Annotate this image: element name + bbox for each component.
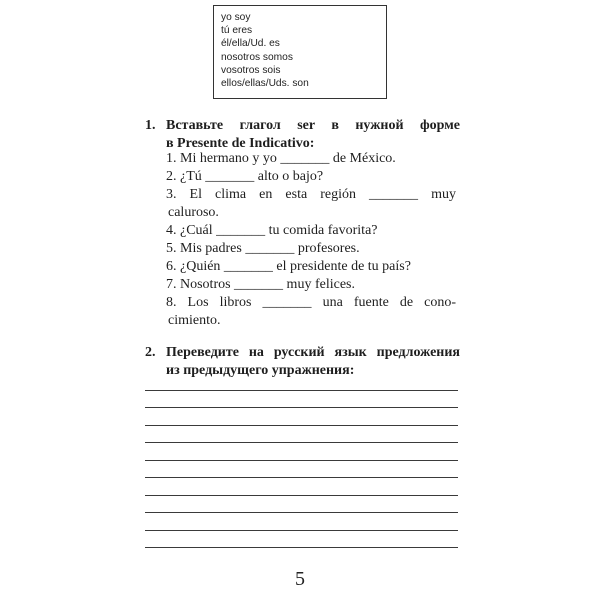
writing-line[interactable]: [145, 390, 458, 391]
exercise-2-number: 2.: [145, 345, 156, 360]
writing-line[interactable]: [145, 547, 458, 548]
exercise-item: 8. Los libros _______ una fuente de cono-: [166, 295, 456, 310]
exercise-item: 4. ¿Cuál _______ tu comida favorita?: [166, 223, 378, 238]
exercise-item: 6. ¿Quién _______ el presidente de tu país?: [166, 259, 411, 274]
writing-line[interactable]: [145, 425, 458, 426]
exercise-1-title: [166, 117, 460, 153]
exercise-item-continuation: caluroso.: [168, 205, 219, 220]
conjugation-line: vosotros sois: [221, 64, 281, 76]
conjugation-line: tú eres: [221, 25, 253, 37]
exercise-item: 2. ¿Tú _______ alto o bajo?: [166, 169, 324, 184]
exercise-item: 5. Mis padres _______ profesores.: [166, 241, 360, 256]
writing-line[interactable]: [145, 442, 458, 443]
writing-line[interactable]: [145, 512, 458, 513]
writing-line[interactable]: [145, 495, 458, 496]
writing-line[interactable]: [145, 477, 458, 478]
exercise-2-title-line-2: из предыдущего упражнения:: [166, 363, 355, 378]
exercise-1-title-line-1: Вставьте глагол ser в нужной форме: [166, 118, 460, 133]
writing-line[interactable]: [145, 530, 458, 531]
exercise-item: 1. Mi hermano y yo _______ de México.: [166, 151, 396, 166]
conjugation-line: ellos/ellas/Uds. son: [221, 78, 309, 90]
conjugation-line: él/ella/Ud. es: [221, 38, 280, 50]
writing-line[interactable]: [145, 460, 458, 461]
conjugation-line: yo soy: [221, 12, 251, 23]
exercise-2-title: [166, 344, 460, 380]
exercise-item-continuation: cimiento.: [168, 313, 221, 328]
exercise-item: 3. El clima en esta región _______ muy: [166, 187, 456, 202]
exercise-1-number: 1.: [145, 118, 156, 133]
writing-line[interactable]: [145, 407, 458, 408]
exercise-2-title-line-1: Переведите на русский язык предложения: [166, 345, 460, 360]
conjugation-box: [213, 5, 387, 99]
page-number: 5: [295, 568, 305, 590]
exercise-1-title-line-2: в Presente de Indicativo:: [166, 136, 315, 151]
exercise-1-items: [166, 150, 456, 330]
exercise-item: 7. Nosotros _______ muy felices.: [166, 277, 355, 292]
conjugation-line: nosotros somos: [221, 51, 293, 63]
